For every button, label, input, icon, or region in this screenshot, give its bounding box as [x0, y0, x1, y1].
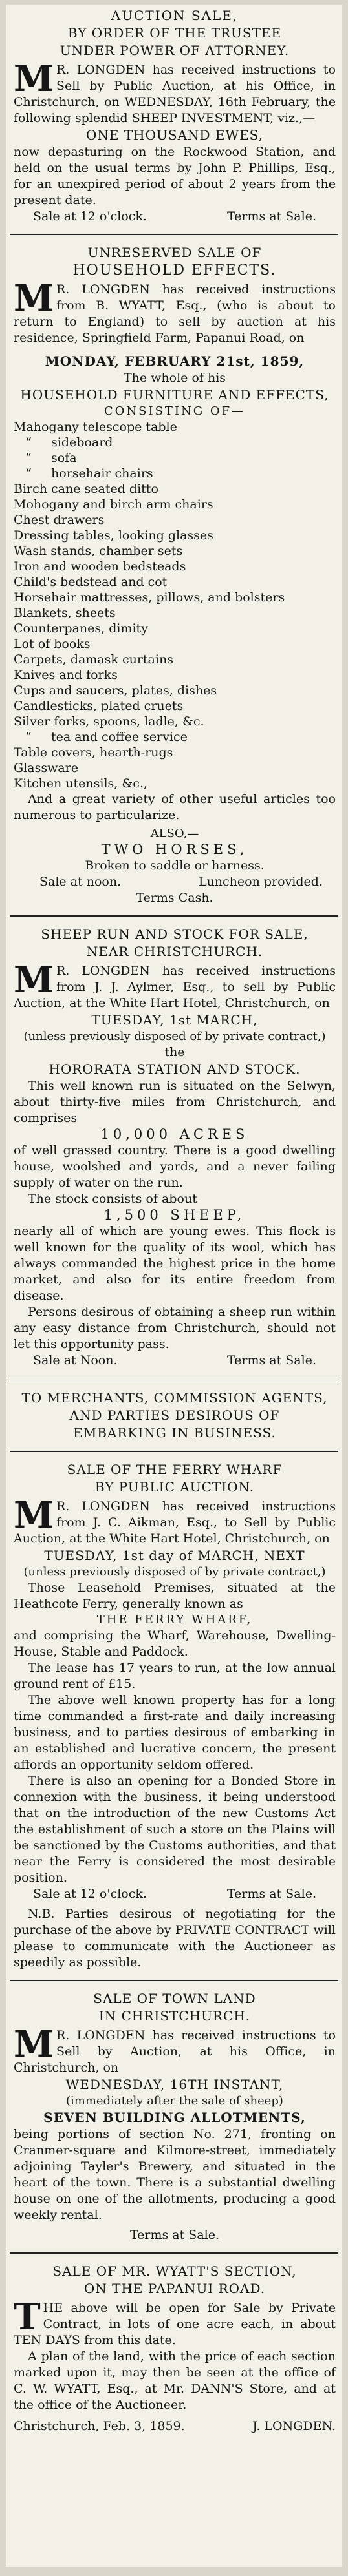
list-item: Iron and wooden bedsteads	[14, 559, 186, 574]
ad-body: This well known run is situated on the Selwyn, about thirty-five miles from Christchurch, and comprises	[14, 1079, 336, 1125]
sale-terms: Terms Cash.	[136, 891, 213, 905]
ad-subheading: NEAR CHRISTCHURCH.	[86, 944, 263, 959]
ad-heading: SALE OF TOWN LAND	[93, 1991, 256, 2006]
sale-date: MONDAY, FEBRUARY 21st, 1859,	[45, 353, 305, 369]
ad-body: N.B. Parties desirous of negotiating for the purchase of the above by PRIVATE CONTRACT will please to communicate with the Auctioneer as speedily as possible.	[14, 1907, 336, 1969]
drop-cap: T	[14, 2296, 41, 2338]
sale-date: TUESDAY, 1st day of MARCH, NEXT	[44, 1548, 305, 1563]
sale-time: Sale at 12 o'clock.	[33, 1887, 147, 1901]
ad-wyatt-section	[14, 2260, 336, 2435]
ad-body: HE above will be open for Sale by Private Contract, in lots of one acre each, in about TEN DAYS from this date.	[14, 2301, 336, 2347]
signature-name: J. LONGDEN.	[252, 2419, 336, 2433]
ad-subheading: ON THE PAPANUI ROAD.	[83, 2281, 266, 2296]
ad-body: R. LONGDEN has received instructions from J. J. Aylmer, Esq., to sell by Public Auction, at the White Hart Hotel, Christchurch, on	[14, 964, 336, 1010]
ad-heading: HOUSEHOLD EFFECTS.	[72, 262, 277, 278]
ad-body: and comprising the Wharf, Warehouse, Dwelling-House, Stable and Paddock.	[14, 1628, 336, 1659]
list-item: Knives and forks	[14, 668, 118, 682]
list-item: Kitchen utensils, &c.,	[14, 776, 148, 791]
list-item: Candlesticks, plated cruets	[14, 699, 184, 713]
drop-cap: M	[14, 2023, 54, 2066]
list-item: Child's bedstead and cot	[14, 575, 168, 589]
ad-heading: SHEEP RUN AND STOCK FOR SALE,	[41, 926, 309, 942]
ad-body: Those Leasehold Premises, situated at the Heathcote Ferry, generally known as	[14, 1581, 336, 1611]
divider-rule	[10, 915, 338, 917]
ad-line: Broken to saddle or harness.	[85, 858, 265, 873]
ad-lot: THE FERRY WHARF,	[96, 1613, 253, 1626]
ad-auction-sale	[14, 5, 336, 225]
ad-line: (unless previously disposed of by private contract,)	[23, 1565, 326, 1579]
ad-body: The lease has 17 years to run, at the low annual ground rent of £15.	[14, 1661, 336, 1691]
ad-line: (immediately after the sale of sheep)	[66, 2094, 283, 2108]
list-item: Blankets, sheets	[14, 606, 116, 620]
ad-subheading: IN CHRISTCHURCH.	[98, 2008, 251, 2024]
ad-town-land	[14, 1988, 336, 2243]
list-item: “ sideboard	[14, 435, 113, 450]
ad-lot: SEVEN BUILDING ALLOTMENTS,	[43, 2110, 306, 2125]
list-item: Mohogany and birch arm chairs	[14, 497, 213, 512]
ad-line: Luncheon provided.	[198, 875, 323, 889]
divider-rule	[10, 2252, 338, 2254]
list-item: Table covers, hearth-rugs	[14, 745, 173, 760]
ad-body: The above well known property has for a long time commanded a first-rate and daily increasing business, and to parties desirous of embarking in an established and lucrative concern, the present affords an opportunity seldom offered.	[14, 1693, 336, 1772]
sale-time: Sale at noon.	[39, 875, 122, 889]
ad-lot: TWO HORSES,	[101, 842, 248, 857]
list-item: Cups and saucers, plates, dishes	[14, 683, 217, 698]
ad-lot: 1,500 SHEEP,	[103, 1207, 246, 1223]
divider-rule	[10, 234, 338, 235]
list-item: Wash stands, chamber sets	[14, 544, 183, 558]
ad-lot: ONE THOUSAND EWES,	[85, 127, 264, 143]
ad-title: HOUSEHOLD FURNITURE AND EFFECTS,	[20, 387, 329, 402]
sale-terms: Terms at Sale.	[226, 209, 316, 223]
ad-body: There is also an opening for a Bonded Store in connexion with the business, it being understood that on the introduction of the new Customs Act the establishment of such a store on the Plains will be sanctioned by the Customs authorities, and that near the Ferry is considered the most desirable position.	[14, 1774, 336, 1885]
sale-terms: Terms at Sale.	[129, 2228, 220, 2242]
ad-body: of well grassed country. There is a good dwelling house, woolshed and yards, and a never failing supply of water on the run.	[14, 1143, 336, 1190]
list-item: Carpets, damask curtains	[14, 652, 173, 667]
ad-line: The whole of his	[123, 371, 226, 385]
ad-line: CONSISTING OF—	[103, 404, 246, 418]
list-item: Lot of books	[14, 637, 91, 651]
drop-cap: M	[14, 57, 54, 100]
list-item: Mahogany telescope table	[14, 420, 177, 434]
ad-body: R. LONGDEN has received instructions from B. WYATT, Esq., (who is about to return to England) to sell by auction at his residence, Springfield Farm, Papanui Road, on	[14, 282, 336, 345]
ad-heading: SALE OF THE FERRY WHARF	[67, 1462, 283, 1477]
ad-body: R. LONGDEN has received instructions to Sell by Auction, at his Office, in Christchurch, on	[14, 2028, 336, 2075]
ad-body: now depasturing on the Rockwood Station, and held on the usual terms by John P. Phillips, Esq., for an unexpired period of about 2 years from the present date.	[14, 145, 336, 207]
list-item: Chest drawers	[14, 513, 105, 527]
ad-line: ALSO,—	[150, 827, 199, 840]
ad-sheep-run	[14, 923, 336, 1369]
ad-heading: AND PARTIES DESIROUS OF	[69, 1407, 280, 1423]
ad-heading: TO MERCHANTS, COMMISSION AGENTS,	[21, 1390, 328, 1406]
drop-cap: M	[14, 959, 54, 1001]
sale-terms: Terms at Sale.	[226, 1887, 316, 1901]
divider-rule	[10, 1451, 338, 1452]
ad-body: nearly all of which are young ewes. This flock is well known for the quality of its wool, which has always commanded the highest price in the home market, and also for its entire freedom from disease.	[14, 1224, 336, 1303]
ad-lot: 10,000 ACRES	[100, 1127, 249, 1142]
ad-subheading: BY ORDER OF THE TRUSTEE	[67, 25, 282, 41]
list-item: Silver forks, spoons, ladle, &c.	[14, 714, 204, 729]
ad-subheading: UNDER POWER OF ATTORNEY.	[60, 43, 290, 58]
sale-time: Sale at Noon.	[33, 1353, 118, 1367]
sale-date: WEDNESDAY, 16TH INSTANT,	[65, 2077, 284, 2092]
ad-body: R. LONGDEN has received instructions to Sell by Public Auction, at his Office, in Christchurch, on WEDNESDAY, 16th February, the following splendid SHEEP INVESTMENT, viz.,—	[14, 63, 336, 125]
items-list	[14, 419, 336, 791]
list-item: Dressing tables, looking glasses	[14, 528, 213, 543]
sale-date: TUESDAY, 1st MARCH,	[91, 1012, 258, 1028]
list-item: “ sofa	[14, 451, 77, 465]
newspaper-column	[6, 5, 342, 2567]
ad-lot: HORORATA STATION AND STOCK.	[49, 1061, 301, 1077]
ad-heading: EMBARKING IN BUSINESS.	[73, 1425, 276, 1440]
drop-cap: M	[14, 1494, 54, 1537]
list-item: “ tea and coffee service	[14, 730, 188, 744]
ad-merchants	[14, 1387, 336, 1442]
sale-terms: Terms at Sale.	[226, 1353, 316, 1367]
ad-heading: UNRESERVED SALE OF	[87, 245, 262, 260]
ad-heading: SALE OF MR. WYATT'S SECTION,	[52, 2263, 297, 2279]
signature-date: Christchurch, Feb. 3, 1859.	[14, 2419, 185, 2433]
ad-heading: AUCTION SALE,	[111, 8, 239, 23]
ad-body: And a great variety of other useful articles too numerous to particularize.	[14, 792, 336, 822]
ad-household-effects	[14, 242, 336, 906]
ad-body: Persons desirous of obtaining a sheep run within any easy distance from Christchurch, should not let this opportunity pass.	[14, 1305, 336, 1351]
ad-line: the	[164, 1045, 185, 1059]
list-item: Horsehair mattresses, pillows, and bolsters	[14, 590, 285, 605]
ad-body: A plan of the land, with the price of each section marked upon it, may then be seen at the office of C. W. WYATT, Esq., at Mr. DANN'S Store, and at the office of the Auctioneer.	[14, 2349, 336, 2412]
list-item: Birch cane seated ditto	[14, 482, 158, 496]
divider-rule	[10, 1378, 338, 1380]
ad-ferry-wharf	[14, 1459, 336, 1971]
ad-body: R. LONGDEN has received instructions from J. C. Aikman, Esq., to Sell by Public Auction, at the White Hart Hotel, Christchurch, on	[14, 1499, 336, 1546]
sale-time: Sale at 12 o'clock.	[33, 209, 147, 223]
ad-body: The stock consists of about	[28, 1192, 197, 1206]
divider-rule	[10, 1980, 338, 1981]
ad-body: being portions of section No. 271, fronting on Cranmer-square and Kilmore-street, immediately adjoining Tayler's Brewery, and situated in the heart of the town. There is a substantial dwelling house on one of the allotments, producing a good weekly rental.	[14, 2127, 336, 2222]
ad-line: (unless previously disposed of by private contract,)	[23, 1030, 326, 1043]
list-item: Counterpanes, dimity	[14, 621, 148, 636]
ad-subheading: BY PUBLIC AUCTION.	[94, 1479, 255, 1495]
list-item: “ horsehair chairs	[14, 466, 153, 481]
list-item: Glassware	[14, 761, 79, 775]
drop-cap: M	[14, 277, 54, 320]
